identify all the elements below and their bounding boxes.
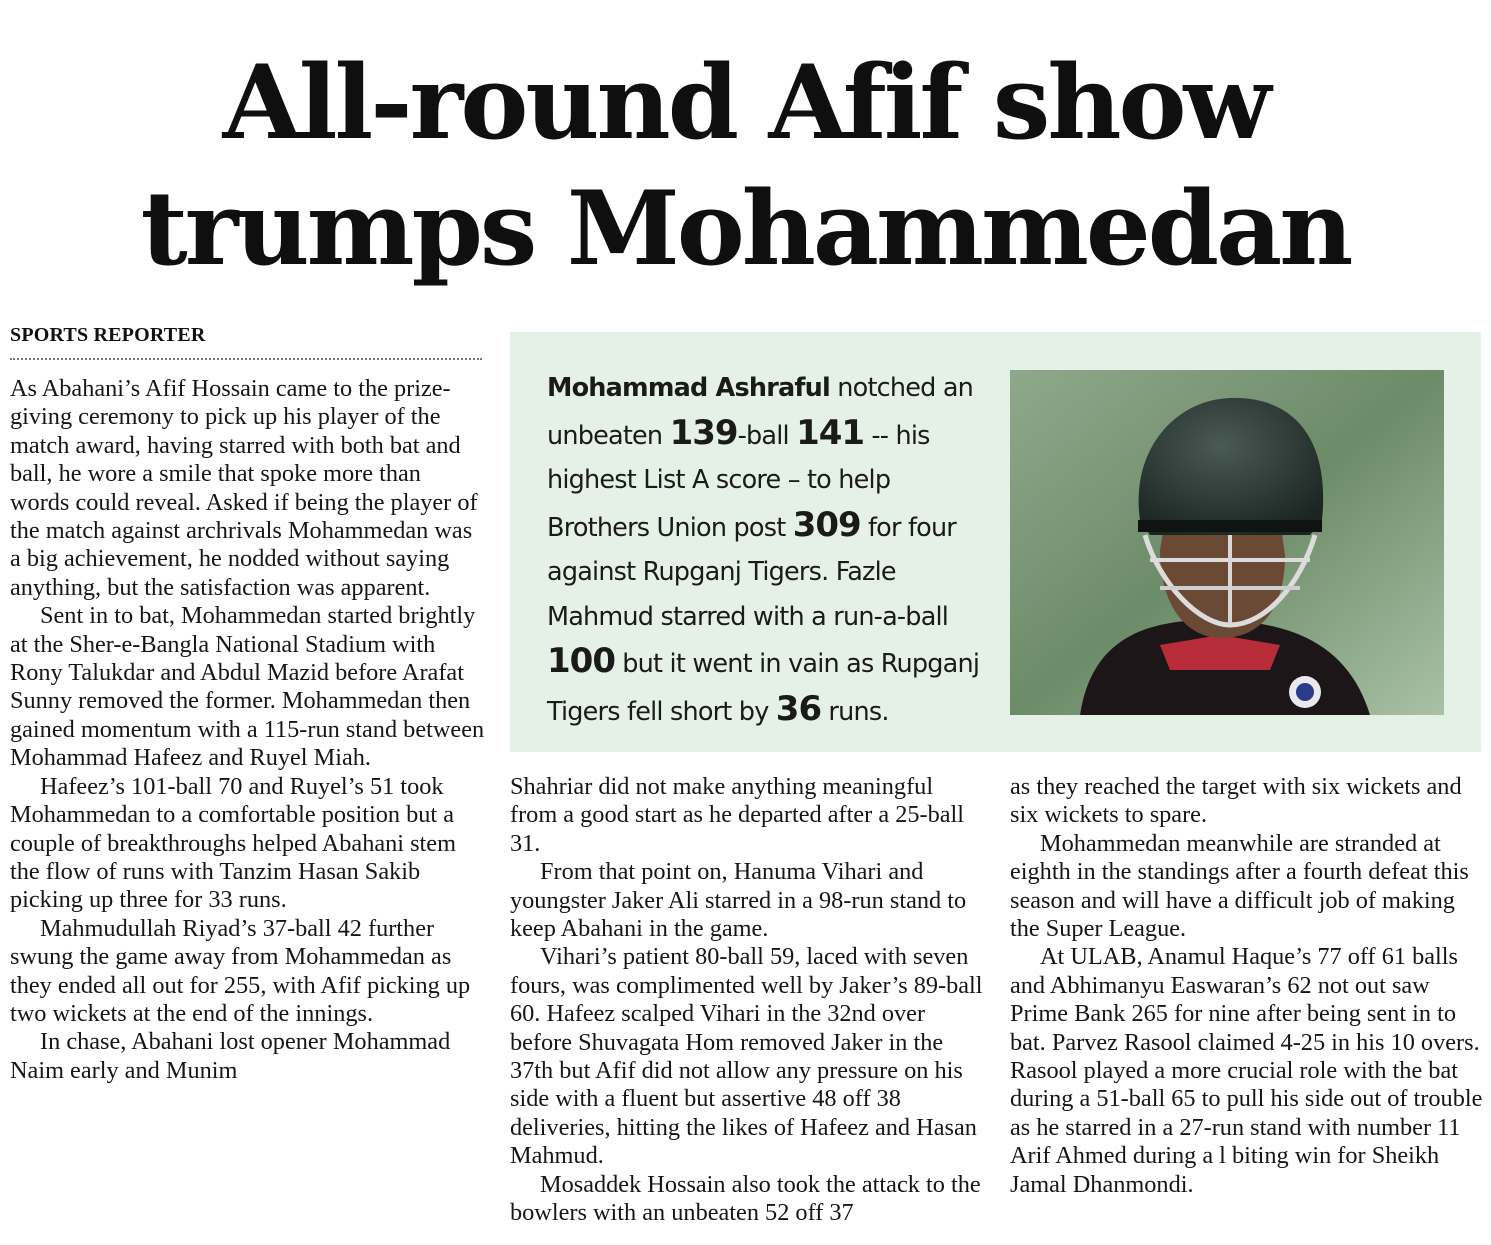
article-paragraph: Mohammedan meanwhile are stranded at eighth in the standings after a fourth defeat this season and will have a difficult job of making the Super League. (1010, 829, 1469, 943)
player-photo-image (1010, 370, 1444, 715)
article-column-3 (1010, 773, 1485, 1199)
highlight-number: 100 (547, 641, 615, 681)
headline-line-1: All-round Afif show (222, 43, 1269, 163)
player-name: Mohammad Ashraful (547, 373, 830, 403)
headline-line-2: trumps Mohammedan (140, 169, 1351, 289)
article-paragraph: Mahmudullah Riyad’s 37-ball 42 further swung the game away from Mohammedan as they ended all out for 255, with Afif picking up two wickets at the end of the innings. (10, 914, 471, 1027)
sidebar-text-segment: -- his highest List A score – to help Brothers Union post (547, 420, 930, 543)
headline (0, 40, 1491, 292)
byline-divider (10, 358, 482, 360)
article-column-2 (510, 773, 985, 1228)
article-paragraph: Hafeez’s 101-ball 70 and Ruyel’s 51 took Mohammedan to a comfortable position but a couple of breakthroughs helped Abahani stem the flow of runs with Tanzim Hasan Sakib picking up three for 33 runs. (10, 772, 456, 914)
highlight-number: 309 (792, 504, 861, 545)
article-paragraph: As Abahani’s Afif Hossain came to the prize-giving ceremony to pick up his player of the match award, having starred with both bat and ball, he wore a smile that spoke more than words could reveal. Asked if being the player of the match against archrivals Mohammedan was a big achievement, he nodded without saying anything, but the satisfaction was apparent. (10, 375, 478, 601)
sidebar-text-segment: notched an unbeaten (547, 373, 974, 451)
sidebar-text-segment: for four against Rupganj Tigers. Fazle Mahmud starred with a run-a-ball (547, 512, 956, 632)
sidebar-text-segment: -ball (737, 420, 797, 451)
article-paragraph: Vihari’s patient 80-ball 59, laced with seven fours, was complimented well by Jaker’s 89-ball 60. Hafeez scalped Vihari in the 32nd over before Shuvagata Hom removed Jaker in the 37th but Afif did not allow any pressure on his side with a fluent but assertive 48 off 38 deliveries, hitting the likes of Hafeez and Hasan Mahmud. (510, 943, 983, 1170)
article-paragraph: At ULAB, Anamul Haque’s 77 off 61 balls and Abhimanyu Easwaran’s 62 not out saw Prime Bank 265 for nine after being sent in to bat. Parvez Rasool claimed 4-25 in his 10 overs. Rasool played a more crucial role with the bat during a 51-ball 65 to pull his side out of trouble as he starred in a 27-run stand with number 11 Arif Ahmed during a l biting win for Sheikh Jamal Dhanmondi. (1010, 943, 1483, 1198)
article-paragraph: In chase, Abahani lost opener Mohammad Naim early and Munim (10, 1028, 451, 1084)
highlight-number: 141 (796, 412, 865, 453)
article-paragraph: From that point on, Hanuma Vihari and youngster Jaker Ali starred in a 98-run stand to keep Abahani in the game. (510, 858, 967, 943)
article-paragraph: Shahriar did not make anything meaningful from a good start as he departed after a 25-ball 31. (510, 773, 965, 857)
byline: SPORTS REPORTER (10, 324, 206, 346)
highlight-number: 139 (669, 412, 738, 453)
sidebar-text-segment: but it went in vain as Rupganj Tigers fell short by (547, 649, 980, 727)
highlight-number: 36 (775, 688, 822, 729)
article-paragraph: as they reached the target with six wickets and six wickets to spare. (1010, 773, 1462, 829)
info-sidebar (510, 332, 1481, 752)
article-paragraph: Mosaddek Hossain also took the attack to the bowlers with an unbeaten 52 off 37 (510, 1170, 981, 1227)
sidebar-text (547, 366, 987, 734)
sidebar-text-segment: runs. (821, 696, 889, 727)
article-column-1 (10, 375, 485, 1085)
article-paragraph: Sent in to bat, Mohammedan started brightly at the Sher-e-Bangla National Stadium with Rony Talukdar and Abdul Mazid before Arafat Sunny removed the former. Mohammedan then gained momentum with a 115-run stand between Mohammad Hafeez and Ruyel Miah. (10, 602, 485, 772)
player-photo (1010, 370, 1444, 715)
